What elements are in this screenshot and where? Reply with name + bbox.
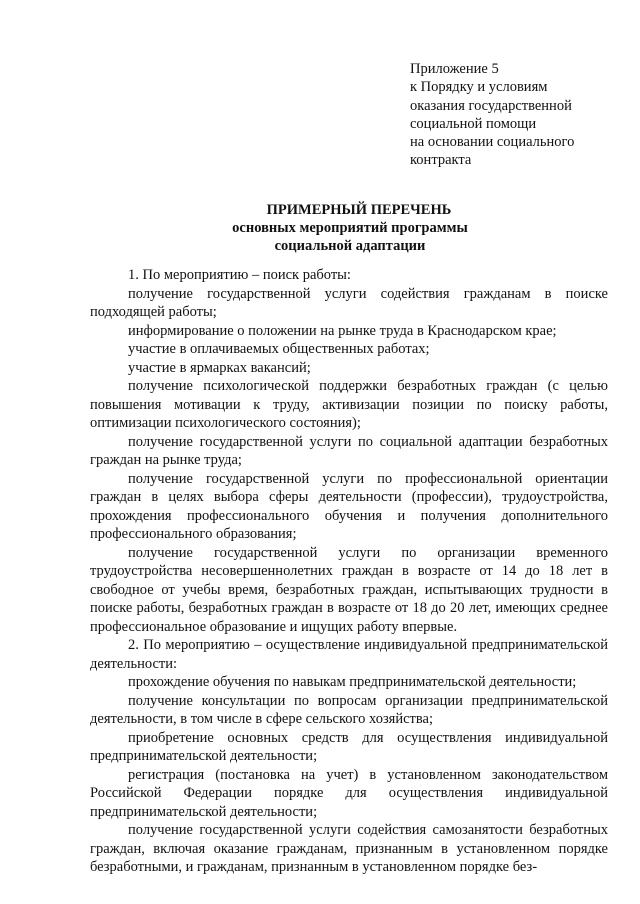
- list-item: получение консультации по вопросам организации предпринимательской деятельности, в том числе в сфере сельского хозяйства;: [90, 692, 608, 727]
- document-title: [0, 201, 640, 255]
- list-item: участие в ярмарках вакансий;: [128, 359, 311, 376]
- appendix-line: к Порядку и условиям: [410, 79, 548, 96]
- appendix-line: социальной помощи: [410, 115, 537, 132]
- appendix-header: [410, 60, 630, 170]
- list-item: регистрация (постановка на учет) в установленном законодательством Российской Федерации порядке для осуществления индивидуальной предпринимательской деятельности;: [90, 766, 608, 820]
- section-heading: 2. По мероприятию – осуществление индивидуальной предпринимательской деятельности:: [90, 637, 608, 672]
- list-item: получение государственной услуги по профессиональной ориентации граждан в целях выбора сферы деятельности (профессии), трудоустройства, прохождения профессионального обучения и получения дополнительного профессионального образования;: [90, 470, 608, 542]
- list-item: приобретение основных средств для осуществления индивидуальной предпринимательской деятельности;: [90, 729, 608, 764]
- appendix-line: на основании социального: [410, 134, 575, 151]
- list-item: получение психологической поддержки безработных граждан (с целью повышения мотивации к труду, активизации позиции по поиску работы, оптимизации психологического состояния);: [90, 378, 608, 431]
- list-item: участие в оплачиваемых общественных работах;: [128, 341, 430, 357]
- list-item: прохождение обучения по навыкам предпринимательской деятельности;: [128, 674, 577, 690]
- list-item: информирование о положении на рынке труда в Краснодарском крае;: [128, 322, 557, 339]
- appendix-line: контракта: [410, 152, 472, 169]
- appendix-line: Приложение 5: [410, 61, 499, 77]
- title-line-2: основных мероприятий программы: [232, 220, 468, 236]
- list-item: получение государственной услуги по социальной адаптации безработных граждан на рынке труда;: [90, 433, 608, 468]
- list-item: получение государственной услуги содействия гражданам в поиске подходящей работы;: [90, 285, 608, 320]
- section-heading: 1. По мероприятию – поиск работы:: [128, 267, 351, 283]
- list-item: получение государственной услуги содействия самозанятости безработных граждан, включая оказание гражданам, признанным в установленном порядке безработными, и гражданам, признанным в установленном порядке без-: [90, 822, 608, 875]
- title-line-3: социальной адаптации: [274, 238, 426, 254]
- title-line-1: ПРИМЕРНЫЙ ПЕРЕЧЕНЬ: [266, 202, 452, 218]
- document-body: [90, 266, 608, 877]
- appendix-line: оказания государственной: [410, 97, 572, 114]
- list-item: получение государственной услуги по организации временного трудоустройства несовершеннолетних граждан в возрасте от 14 до 18 лет в свободное от учебы время, безработных граждан, испытывающих трудности в поиске работы, безработных граждан в возрасте от 18 до 20 лет, имеющих среднее профессиональное образование и ищущих работу впервые.: [90, 544, 608, 635]
